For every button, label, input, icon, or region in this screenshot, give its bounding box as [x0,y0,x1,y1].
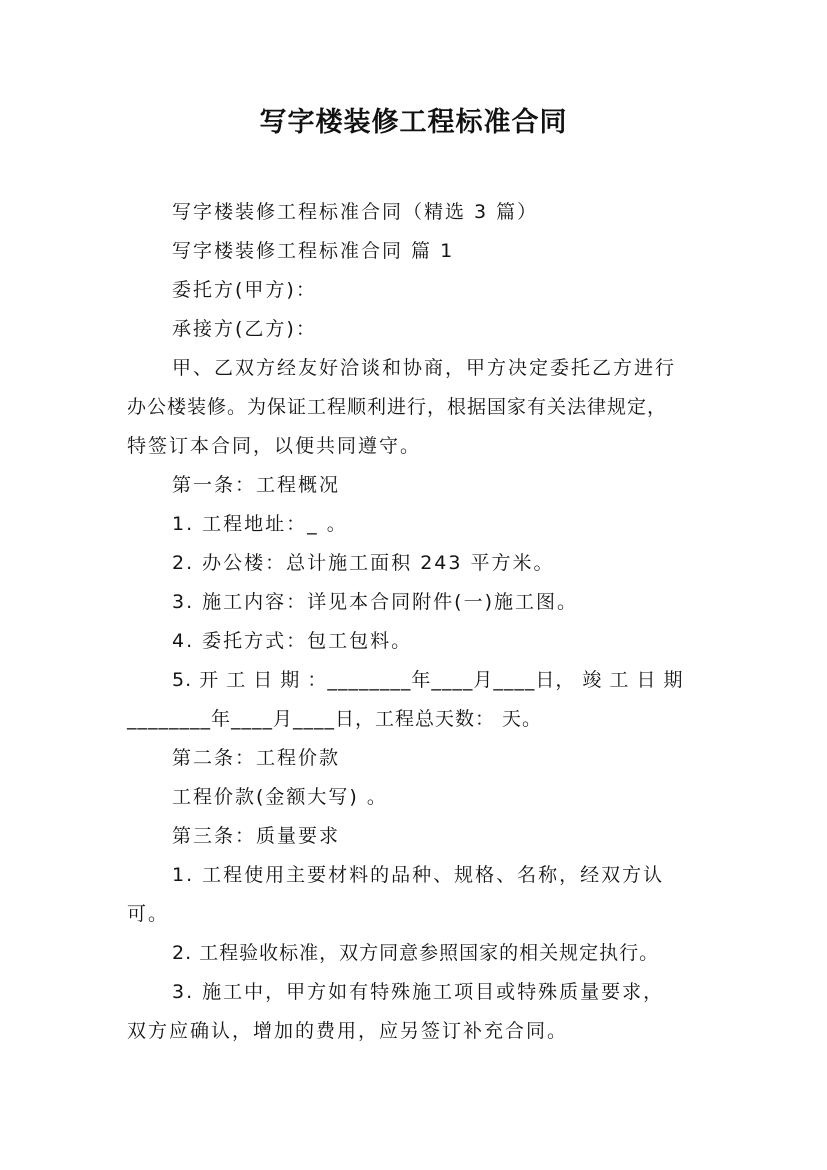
intro-paragraph-line: 甲、乙双方经友好洽谈和协商，甲方决定委托乙方进行 [172,357,677,379]
clause-line: 3. 施工中，甲方如有特殊施工项目或特殊质量要求， [172,981,665,1003]
intro-paragraph-line: 办公楼装修。为保证工程顺利进行，根据国家有关法律规定， [127,396,668,418]
clause-line: 2. 工程验收标准，双方同意参照国家的相关规定执行。 [172,942,660,964]
clause-line: 双方应确认，增加的费用，应另签订补充合同。 [127,1020,569,1042]
clause-line: 4. 委托方式：包工包料。 [172,630,413,652]
clause-line: 工程价款(金额大写) 。 [172,786,388,808]
section-heading: 写字楼装修工程标准合同 篇 1 [172,240,455,262]
clause-line: 1. 工程使用主要材料的品种、规格、名称，经双方认 [172,864,665,886]
party-b-line: 承接方(乙方)： [172,318,317,340]
intro-paragraph-line: 特签订本合同，以便共同遵守。 [127,435,422,457]
clause-line: 3. 施工内容：详见本合同附件(一)施工图。 [172,591,578,613]
clause-line: 2. 办公楼：总计施工面积 243 平方米。 [172,552,555,574]
article-heading: 第三条：质量要求 [172,825,341,847]
clause-line: 1. 工程地址：_ 。 [172,513,348,535]
article-heading: 第一条：工程概况 [172,474,341,496]
party-a-line: 委托方(甲方)： [172,279,317,301]
document-title: 写字楼装修工程标准合同 [259,107,568,138]
subtitle-line: 写字楼装修工程标准合同（精选 3 篇） [172,201,539,223]
clause-line: 5. 开 工 日 期 ：________年____月____日， 竣 工 日 期 [172,669,684,691]
article-heading: 第二条：工程价款 [172,747,341,769]
clause-line: ________年____月____日，工程总天数： 天。 [127,708,543,730]
clause-line: 可。 [127,903,170,925]
